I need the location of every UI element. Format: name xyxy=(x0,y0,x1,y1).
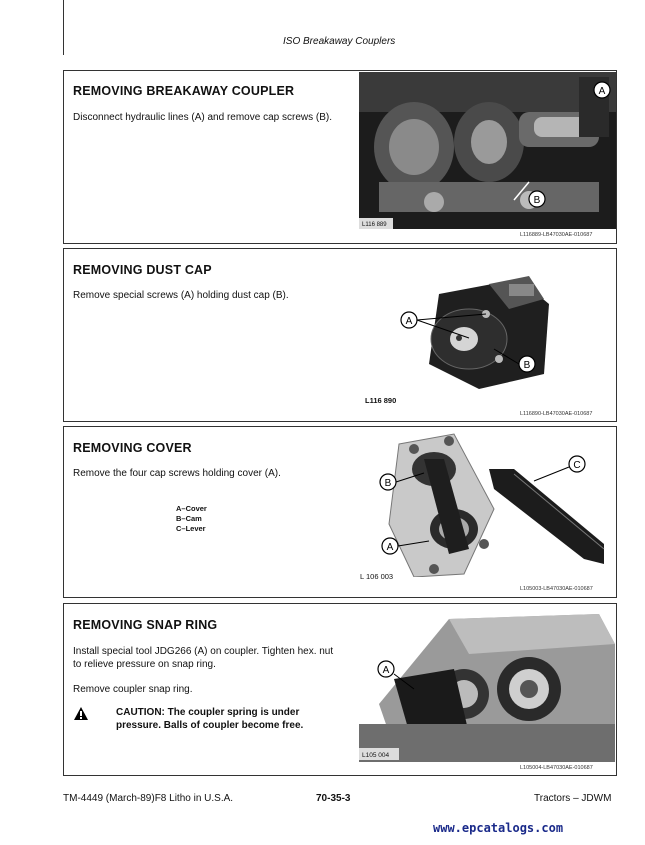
image-id: L116889-LB47030AE-010687 xyxy=(520,232,593,238)
caution-triangle-icon xyxy=(73,706,89,721)
section-body: Remove special screws (A) holding dust cap (B). xyxy=(73,290,289,301)
section-title: REMOVING COVER xyxy=(73,441,192,455)
section-body-2: Remove coupler snap ring. xyxy=(73,684,193,695)
photo-breakaway-coupler xyxy=(359,72,616,229)
callout-b-label: B xyxy=(384,478,392,489)
photo-illustration xyxy=(354,429,609,577)
callout-c-label: C xyxy=(573,460,581,471)
section-removing-dust-cap xyxy=(63,248,617,422)
legend-item: C–Lever xyxy=(176,524,206,533)
image-id: L105004-LB47030AE-010687 xyxy=(520,765,593,771)
callout-b-label: B xyxy=(523,360,531,371)
photo-illustration xyxy=(359,614,615,762)
header-title: ISO Breakaway Couplers xyxy=(283,36,396,47)
callout-a-label: A xyxy=(382,665,390,676)
legend-item: B–Cam xyxy=(176,514,202,523)
photo-illustration xyxy=(359,72,616,229)
photo-label: L116 890 xyxy=(365,396,397,405)
photo-illustration xyxy=(399,264,569,394)
caution-text: CAUTION: The coupler spring is under pressure. Balls of coupler become free. xyxy=(116,707,304,731)
section-title: REMOVING BREAKAWAY COUPLER xyxy=(73,84,295,98)
section-title: REMOVING SNAP RING xyxy=(73,618,218,632)
photo-label: L105 004 xyxy=(362,752,390,759)
section-removing-snap-ring xyxy=(63,603,617,776)
section-body: Disconnect hydraulic lines (A) and remove cap screws (B). xyxy=(73,112,332,123)
footer-page-number: 70-35-3 xyxy=(316,793,351,804)
photo-dust-cap xyxy=(399,264,569,394)
footer-left: TM-4449 (March-89)F8 Litho in U.S.A. xyxy=(63,793,234,804)
legend-item: A–Cover xyxy=(176,504,207,513)
image-id: L105003-LB47030AE-010687 xyxy=(520,586,593,592)
section-body: Install special tool JDG266 (A) on coupler. Tighten hex. nut to relieve pressure on snap ring. xyxy=(73,646,334,670)
callout-a-label: A xyxy=(598,86,606,97)
section-removing-cover xyxy=(63,426,617,598)
photo-snap-ring xyxy=(359,614,615,762)
section-title: REMOVING DUST CAP xyxy=(73,263,212,277)
section-removing-breakaway-coupler xyxy=(63,70,617,244)
photo-cover xyxy=(354,429,609,577)
section-body: Remove the four cap screws holding cover (A). xyxy=(73,468,281,479)
photo-label: L116 889 xyxy=(362,222,387,228)
callout-a-label: A xyxy=(405,316,413,327)
footer-right: Tractors – JDWM xyxy=(534,793,612,804)
header-rule xyxy=(63,0,64,55)
callout-b-label: B xyxy=(533,195,541,206)
parts-legend xyxy=(176,504,207,534)
watermark-link[interactable]: www.epcatalogs.com xyxy=(433,821,564,835)
image-id: L116890-LB47030AE-010687 xyxy=(520,411,593,417)
photo-label: L 106 003 xyxy=(360,572,394,581)
callout-a-label: A xyxy=(386,542,394,553)
